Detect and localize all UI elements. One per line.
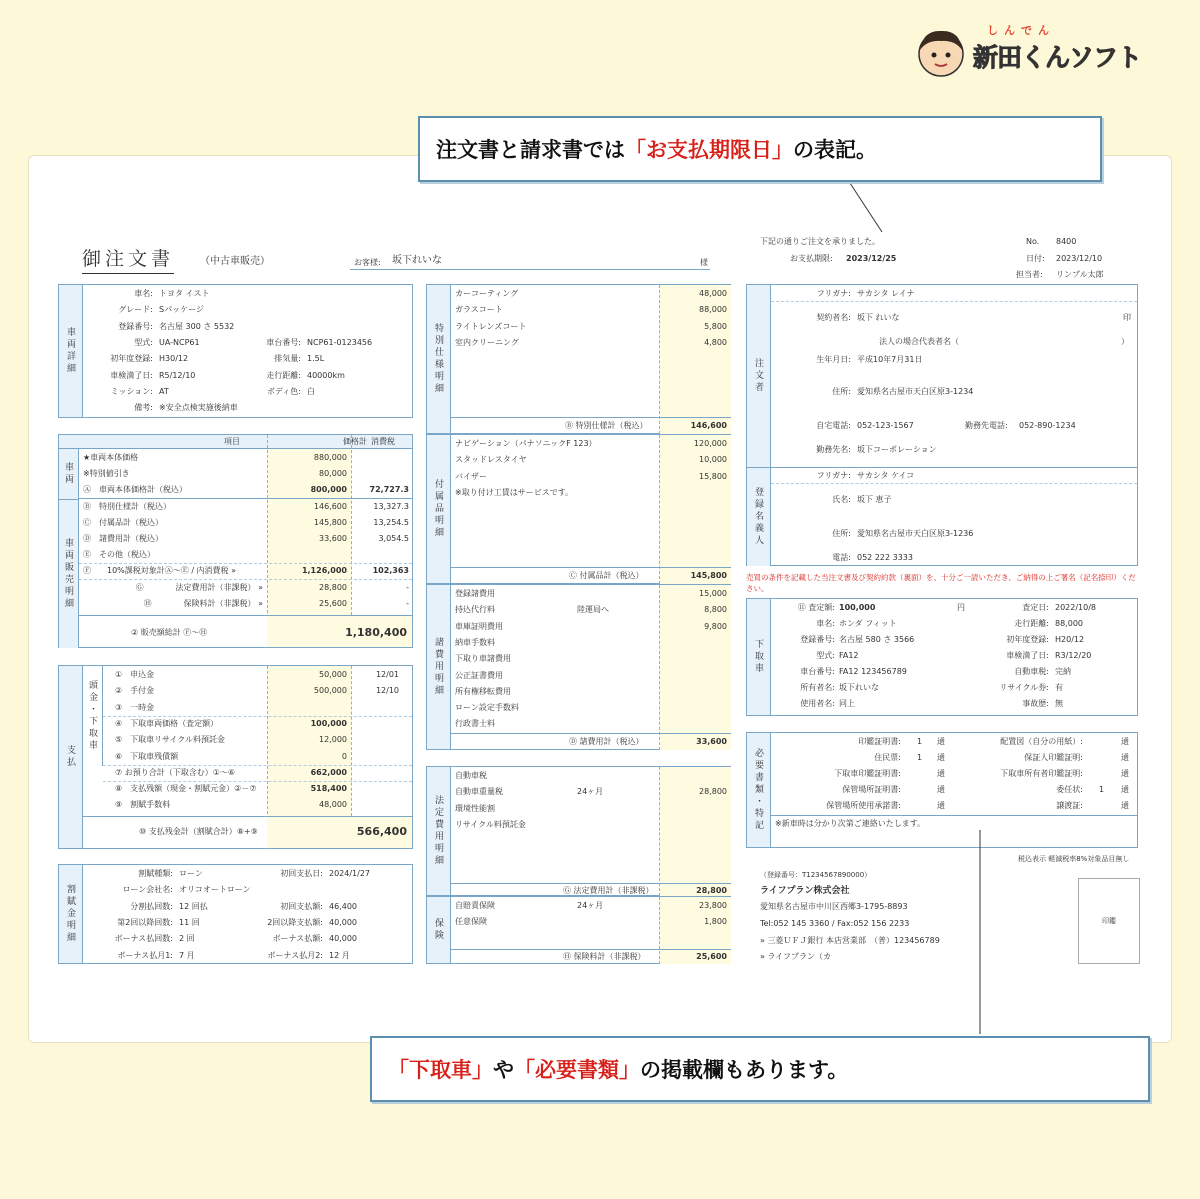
doc-title: 御注文書 — [82, 244, 174, 274]
callout-pointer-bottom — [970, 828, 990, 1038]
vehicle-key2: ボディ色: — [266, 386, 301, 396]
legal-item-name: 自動車重量税 — [455, 787, 503, 797]
loan-value: 11 回 — [179, 917, 200, 927]
brand-logo — [915, 22, 1175, 82]
vehicle-value: トヨタ イスト — [159, 289, 210, 298]
special-item-name: ガラスコート — [455, 305, 503, 315]
payment-value: 100,000 — [310, 718, 347, 728]
docs-name: 保管場所使用承諾書: — [826, 801, 901, 810]
legal-total-label: Ⓖ 法定費用計（非課税） — [563, 886, 654, 895]
tradein-key2: 車検満了日: — [1006, 651, 1049, 660]
price-item: Ⓗ 保険料計（非課税） » — [143, 598, 263, 608]
registrant-address: 愛知県名古屋市天白区原3-1236 — [857, 529, 974, 538]
fees-item-price: 9,800 — [704, 621, 727, 631]
registrant-name-label: 氏名: — [832, 495, 851, 504]
insurance-total-label: Ⓗ 保険料計（非課税） — [563, 952, 646, 961]
no-label: No. — [1026, 237, 1040, 246]
accessory-item-name: スタッドレスタイヤ — [455, 455, 527, 465]
docs-name: 保管場所証明書: — [842, 785, 901, 794]
fees-item-price: 15,000 — [699, 589, 727, 598]
fees-label: 諸費用明細 — [427, 585, 451, 749]
price-value: 1,126,000 — [301, 566, 347, 576]
price-tax: - — [406, 598, 409, 608]
customer-name: 坂下れいな — [392, 255, 442, 266]
legal-item-memo: 24ヶ月 — [577, 787, 604, 797]
price-item: Ⓒ 付属品計（税込） — [83, 517, 163, 527]
loan-value: ローン — [179, 869, 203, 878]
orderer-birth-label: 生年月日: — [816, 355, 851, 364]
tradein-key: ⑪ 査定額: — [797, 603, 835, 612]
loan-key2: 初回支払日: — [280, 869, 323, 878]
brand-ruby: しんでん — [987, 24, 1055, 37]
accessory-item-price: 15,800 — [699, 471, 727, 481]
payment-label: 支払 — [59, 666, 83, 848]
legal-item-name: 環境性能割 — [455, 803, 495, 813]
orderer-address-label: 住所: — [832, 387, 851, 396]
payment-date: 12/10 — [375, 686, 399, 696]
customer-underline — [350, 269, 710, 270]
docs-count2: 1 — [1099, 785, 1105, 794]
legal-item-name: 自動車税 — [455, 771, 487, 780]
docs-name: 住民票: — [874, 753, 901, 762]
vehicle-key: 備考: — [134, 403, 153, 413]
price-header-tax: 消費税 — [371, 437, 395, 446]
docs-name2: 譲渡証: — [1056, 801, 1083, 810]
docs-unit: 通 — [937, 737, 945, 746]
tradein-value2: R3/12/20 — [1055, 651, 1092, 660]
accessory-item-price: 10,000 — [699, 455, 727, 465]
registrant-furigana: サカシタ ケイコ — [857, 471, 915, 480]
orderer-corp-close: ） — [1121, 337, 1129, 346]
tax-note: 税込表示 軽減税率8%対象品目無し — [1018, 855, 1130, 863]
docs-label: 必要書類・特記 — [747, 733, 771, 847]
fees-item-name: 納車手数料 — [455, 637, 495, 647]
fees-item-name: 行政書士料 — [455, 719, 495, 729]
registrant-address-label: 住所: — [832, 529, 851, 538]
loan-key: 割賦種類: — [138, 869, 173, 878]
staff-value: リンプル太郎 — [1056, 270, 1104, 279]
doc-subtitle: （中古車販売） — [200, 256, 270, 267]
callout-top — [418, 116, 1102, 182]
tradein-key2: 査定日: — [1022, 603, 1049, 612]
callout-top-post: の表記。 — [793, 138, 877, 162]
insurance-item-name: 自賠責保険 — [455, 901, 495, 910]
orderer-corp: 法人の場合代表者名（ — [879, 337, 959, 346]
orderer-furigana-label: フリガナ: — [816, 289, 851, 298]
registrant-label: 登録名義人 — [747, 467, 771, 566]
fees-item-name: 車庫証明費用 — [455, 621, 503, 631]
tradein-key: 車台番号: — [800, 667, 835, 676]
price-total-label: ② 販売額総計 Ⓕ～Ⓗ — [131, 628, 208, 637]
price-value: 145,800 — [313, 517, 347, 527]
loan-box — [58, 864, 413, 964]
price-item: Ⓔ その他（税込） — [83, 550, 155, 560]
docs-unit2: 通 — [1121, 737, 1129, 746]
legal-total-value: 28,800 — [696, 886, 727, 895]
vehicle-key: 初年度登録: — [110, 354, 153, 364]
loan-key: ローン会社名: — [122, 885, 173, 895]
docs-name2: 配置図（自分の用紙）: — [1000, 737, 1083, 746]
vehicle-details-box — [58, 284, 413, 418]
payment-item: ③ 一時金 — [115, 702, 155, 712]
vehicle-key: 車名: — [134, 289, 153, 298]
payment-item: ④ 下取車両価格（査定額） — [115, 718, 219, 728]
special-total-label: Ⓑ 特別仕様計（税込） — [565, 421, 648, 430]
price-value: 880,000 — [313, 453, 347, 462]
price-value: 146,600 — [313, 501, 347, 511]
payment-value: 12,000 — [319, 735, 347, 745]
fees-item-name: 所有権移転費用 — [455, 686, 511, 696]
payment-item: ⑧ 支払残額（現金・割賦元金）②－⑦ — [115, 784, 257, 794]
tradein-key2: 走行距離: — [1014, 619, 1049, 628]
fees-item-name: 持込代行料 — [455, 605, 495, 615]
tradein-box — [746, 598, 1138, 716]
payment-item: ⑥ 下取車残債額 — [115, 751, 179, 761]
orderer-birth: 平成10年7月31日 — [857, 355, 923, 364]
price-item: Ⓖ 法定費用計（非課税） » — [135, 582, 263, 592]
tradein-value: ホンダ フィット — [839, 619, 897, 628]
special-item-price: 4,800 — [704, 337, 727, 347]
orderer-work-label: 勤務先名: — [816, 445, 851, 454]
price-tax: 102,363 — [372, 566, 409, 576]
fees-item-memo: 陸運局へ — [577, 605, 609, 615]
accessory-item-name: バイザー — [455, 471, 487, 481]
fees-item-name: 公正証書費用 — [455, 670, 503, 680]
tradein-label: 下取車 — [747, 599, 771, 715]
docs-unit: 通 — [937, 801, 945, 810]
loan-value: 2 回 — [179, 934, 195, 944]
tradein-key: 型式: — [816, 651, 835, 660]
customer-sama: 様 — [700, 258, 708, 267]
company-name: ライフプラン株式会社 — [760, 886, 850, 896]
loan-key2: ボーナス払額: — [272, 934, 323, 944]
callout-bottom-tradein: 「下取車」 — [388, 1058, 493, 1082]
vehicle-key: 車検満了日: — [110, 370, 153, 380]
special-item-price: 48,000 — [699, 289, 727, 298]
callout-pointer-top — [840, 178, 900, 238]
accessory-box — [426, 434, 731, 584]
price-item: Ⓐ 車両本体価格計（税込） — [83, 485, 187, 495]
docs-name2: 下取車所有者印鑑証明: — [1000, 769, 1083, 778]
docs-unit2: 通 — [1121, 785, 1129, 794]
vehicle-value: Sパッケージ — [159, 305, 204, 315]
callout-bottom-post: の掲載欄もあります。 — [640, 1058, 849, 1082]
price-tax: 13,327.3 — [373, 501, 409, 511]
date-value: 2023/12/10 — [1056, 254, 1103, 263]
price-header-item: 項目 — [224, 437, 240, 446]
callout-bottom — [370, 1036, 1150, 1102]
tradein-key: 登録番号: — [800, 635, 835, 644]
docs-unit2: 通 — [1121, 769, 1129, 778]
loan-label: 割賦金明細 — [59, 865, 83, 963]
price-group-sales: 車両販売明細 — [59, 499, 79, 648]
orderer-name-label: 契約者名: — [816, 313, 851, 322]
price-total-value: 1,180,400 — [345, 626, 407, 639]
price-value: 33,600 — [319, 534, 347, 543]
fees-total-value: 33,600 — [696, 737, 727, 746]
payment-total-label: ⑩ 支払残金計（割賦合計）⑧+⑨ — [139, 827, 258, 836]
fees-item-name: ローン設定手数料 — [455, 703, 519, 713]
orderer-seal: 印 — [1123, 313, 1131, 322]
vehicle-value: R5/12/10 — [159, 370, 196, 380]
date-label: 日付: — [1026, 254, 1045, 263]
tradein-value2: 88,000 — [1055, 619, 1083, 628]
tradein-key: 使用者名: — [800, 699, 835, 708]
vehicle-value: ※安全点検実施後納車 — [159, 403, 238, 413]
loan-value2: 2024/1/27 — [329, 869, 371, 878]
legal-item-name: リサイクル料預託金 — [455, 819, 526, 829]
accessory-total-value: 145,800 — [690, 571, 727, 580]
price-value: 25,600 — [319, 598, 347, 608]
loan-key2: ボーナス払月2: — [267, 950, 323, 960]
loan-key: 第2回以降回数: — [117, 917, 173, 927]
tradein-key2: 事故歴: — [1022, 699, 1049, 708]
price-item: Ⓓ 諸費用計（税込） — [83, 534, 163, 543]
company-address: 愛知県名古屋市中川区西郷3-1795-8893 — [760, 902, 908, 911]
accessory-item-name: ※取り付け工賃はサービスです。 — [455, 487, 574, 497]
payment-item: ⑦ お預り合計（下取含む）①～⑥ — [115, 767, 236, 777]
special-item-price: 88,000 — [699, 305, 727, 315]
loan-value: 12 回払 — [179, 901, 208, 911]
payment-value: 0 — [341, 751, 347, 761]
company-reg: （登録番号：T1234567890000） — [760, 871, 872, 879]
price-tax: 72,727.3 — [369, 485, 409, 495]
special-item-name: カーコーティング — [455, 289, 519, 298]
special-label: 特別仕様明細 — [427, 285, 451, 433]
docs-unit2: 通 — [1121, 753, 1129, 762]
callout-top-highlight: 「お支払期限日」 — [625, 138, 793, 162]
orderer-name: 坂下 れいな — [857, 313, 900, 322]
price-value: 800,000 — [310, 485, 347, 495]
docs-count: 1 — [917, 753, 923, 762]
stamp-box — [1078, 878, 1140, 964]
orderer-furigana: サカシタ レイナ — [857, 289, 915, 298]
docs-name: 印鑑証明書: — [858, 737, 901, 746]
tradein-key2: 初年度登録: — [1006, 635, 1049, 644]
vehicle-value: UA-NCP61 — [159, 337, 200, 347]
tradein-value2: 無 — [1055, 699, 1063, 708]
price-item: Ⓕ 10%課税対象計Ⓐ～Ⓔ / 内消費税 » — [83, 566, 236, 576]
special-item-name: 室内クリーニング — [455, 337, 519, 347]
price-group-vehicle: 車両 — [59, 449, 79, 499]
price-item: Ⓑ 特別仕様計（税込） — [83, 501, 171, 511]
docs-note: ※新車時は分かり次第ご連絡いたします。 — [775, 819, 926, 828]
price-tax: 3,054.5 — [378, 534, 409, 543]
tradein-value2: H20/12 — [1055, 635, 1085, 644]
special-item-name: ライトレンズコート — [455, 321, 527, 331]
insurance-box — [426, 896, 731, 964]
payment-sublabel: 頭金・下取車 — [83, 666, 103, 766]
registrant-furigana-label: フリガナ: — [816, 471, 851, 480]
insurance-item-name: 任意保険 — [455, 917, 487, 927]
payment-item: ⑨ 割賦手数料 — [115, 800, 171, 810]
loan-value2: 40,000 — [329, 934, 357, 944]
registrant-name: 坂下 恵子 — [857, 495, 892, 504]
staff-label: 担当者: — [1016, 270, 1043, 279]
payment-value: 518,400 — [310, 784, 347, 794]
loan-value: 7 月 — [179, 950, 195, 960]
tradein-key2: リサイクル券: — [999, 683, 1049, 692]
loan-key: 分割払回数: — [130, 901, 173, 911]
payment-total-value: 566,400 — [356, 825, 407, 838]
intro-text: 下記の通りご注文を承りました。 — [760, 237, 880, 246]
payment-item: ① 申込金 — [115, 670, 155, 679]
company-tel: Tel:052 145 3360 / Fax:052 156 2233 — [760, 919, 910, 928]
company-account: » ライフプラン（カ — [760, 952, 831, 961]
price-value: 80,000 — [319, 469, 347, 479]
due-value: 2023/12/25 — [846, 254, 897, 263]
orderer-box — [746, 284, 1138, 566]
tradein-value: FA12 — [839, 651, 859, 660]
special-total-value: 146,600 — [690, 421, 727, 430]
fees-item-price: 8,800 — [704, 605, 727, 615]
callout-bottom-docs: 「必要書類」 — [514, 1058, 640, 1082]
tradein-value2: 完納 — [1055, 667, 1071, 676]
callout-top-pre: 注文書と請求書では — [436, 138, 625, 162]
company-bank: » 三菱ＵＦＪ銀行 本店営業部 （普）123456789 — [760, 936, 940, 945]
orderer-tel: 052-123-1567 — [857, 421, 914, 430]
tradein-key: 車名: — [816, 619, 835, 628]
payment-value: 662,000 — [310, 767, 347, 777]
vehicle-value: H30/12 — [159, 354, 189, 364]
tradein-value2: 有 — [1055, 683, 1063, 692]
stamp-label: 印鑑 — [1102, 917, 1116, 925]
tradein-key: 所有者名: — [800, 683, 835, 692]
vehicle-label: 車両詳細 — [59, 285, 83, 417]
vehicle-key: グレード: — [118, 305, 153, 315]
loan-key: ボーナス払回数: — [114, 934, 173, 944]
vehicle-value2: 40000km — [307, 370, 345, 380]
fees-box — [426, 584, 731, 750]
docs-unit: 通 — [937, 769, 945, 778]
loan-value2: 40,000 — [329, 917, 357, 927]
price-value: 28,800 — [319, 582, 347, 592]
boy-face-icon — [915, 26, 967, 78]
registrant-tel: 052 222 3333 — [857, 553, 913, 562]
registrant-tel-label: 電話: — [832, 553, 851, 562]
customer-label: お客様: — [354, 258, 381, 267]
no-value: 8400 — [1056, 237, 1077, 246]
docs-unit: 通 — [937, 785, 945, 794]
vehicle-value2: 1.5L — [307, 354, 325, 364]
price-box — [58, 434, 413, 648]
vehicle-key2: 排気量: — [274, 354, 301, 364]
accessory-item-price: 120,000 — [693, 439, 727, 448]
vehicle-value2: 白 — [307, 386, 315, 396]
vehicle-key: 型式: — [134, 337, 153, 347]
orderer-label: 注文者 — [747, 285, 771, 467]
callout-bottom-ya: や — [493, 1058, 514, 1082]
orderer-tel-label: 自宅電話: — [816, 421, 851, 430]
docs-unit: 通 — [937, 753, 945, 762]
insurance-item-price: 23,800 — [699, 901, 727, 910]
accessory-label: 付属品明細 — [427, 435, 451, 583]
orderer-work-tel: 052-890-1234 — [1019, 421, 1076, 430]
payment-value: 48,000 — [319, 800, 347, 810]
loan-value2: 12 月 — [329, 950, 350, 960]
insurance-label: 保険 — [427, 897, 451, 963]
tradein-value: 100,000 — [839, 603, 876, 612]
payment-value: 500,000 — [313, 686, 347, 696]
payment-item: ⑤ 下取車リサイクル料預託金 — [115, 735, 226, 745]
accessory-total-label: Ⓒ 付属品計（税込） — [569, 571, 644, 580]
vehicle-value: AT — [159, 386, 169, 396]
legal-item-price: 28,800 — [699, 787, 727, 797]
docs-name2: 委任状: — [1056, 785, 1083, 794]
price-item: ※特別値引き — [83, 469, 130, 479]
payment-item: ② 手付金 — [115, 686, 155, 696]
legal-box — [426, 766, 731, 896]
vehicle-value2: NCP61-0123456 — [307, 337, 373, 347]
payment-value: 50,000 — [319, 670, 347, 679]
docs-name: 下取車印鑑証明書: — [834, 769, 901, 778]
tradein-value: 同上 — [839, 699, 855, 708]
accessory-item-name: ナビゲーション（パナソニックF 123） — [455, 439, 597, 448]
price-tax: 13,254.5 — [373, 517, 409, 527]
tradein-value2: 2022/10/8 — [1055, 603, 1097, 612]
fees-item-name: 登録諸費用 — [455, 589, 495, 598]
notice-text: 売買の条件を記載した当注文書及び契約約款（裏面）を、十分ご一読いただき、ご納得の上ご署名（記名捺印）ください。 — [746, 573, 1136, 593]
brand-name: 新田くんソフト — [973, 43, 1142, 72]
orderer-work-tel-label: 勤務先電話: — [965, 421, 1008, 430]
tradein-value: FA12 123456789 — [839, 667, 907, 676]
orderer-work: 坂下コーポレーション — [857, 445, 937, 454]
vehicle-key: 登録番号: — [118, 321, 153, 331]
docs-count: 1 — [917, 737, 923, 746]
tradein-value: 名古屋 580 さ 3566 — [839, 635, 915, 644]
loan-value2: 46,400 — [329, 901, 357, 911]
due-label: お支払期限: — [790, 254, 833, 263]
fees-item-name: 下取り車諸費用 — [455, 654, 511, 664]
payment-date: 12/01 — [375, 670, 399, 679]
vehicle-key2: 車台番号: — [266, 337, 301, 347]
loan-key2: 初回支払額: — [280, 901, 323, 911]
loan-key: ボーナス払月1: — [117, 950, 173, 960]
insurance-item-memo: 24ヶ月 — [577, 901, 604, 910]
loan-key2: 2回以降支払額: — [267, 917, 323, 927]
docs-unit2: 通 — [1121, 801, 1129, 810]
special-box — [426, 284, 731, 434]
legal-label: 法定費用明細 — [427, 767, 451, 895]
vehicle-key2: 走行距離: — [266, 370, 301, 380]
docs-name2: 保証人印鑑証明: — [1024, 753, 1083, 762]
vehicle-key: ミッション: — [110, 386, 153, 396]
fees-total-label: Ⓓ 諸費用計（税込） — [569, 737, 644, 746]
tradein-unit: 円 — [957, 603, 965, 612]
loan-value: オリコオートローン — [179, 885, 251, 895]
price-item: ★車両本体価格 — [83, 453, 139, 462]
price-header-price: 価格計 — [343, 437, 367, 446]
orderer-address: 愛知県名古屋市天白区原3-1234 — [857, 387, 974, 396]
vehicle-value: 名古屋 300 さ 5532 — [159, 321, 235, 331]
special-item-price: 5,800 — [704, 321, 727, 331]
payment-box — [58, 665, 413, 849]
docs-box — [746, 732, 1138, 848]
tradein-key2: 自動車税: — [1014, 667, 1049, 676]
tradein-value: 坂下れいな — [839, 683, 879, 692]
insurance-item-price: 1,800 — [704, 917, 727, 927]
price-tax: - — [406, 582, 409, 592]
insurance-total-value: 25,600 — [696, 952, 727, 961]
